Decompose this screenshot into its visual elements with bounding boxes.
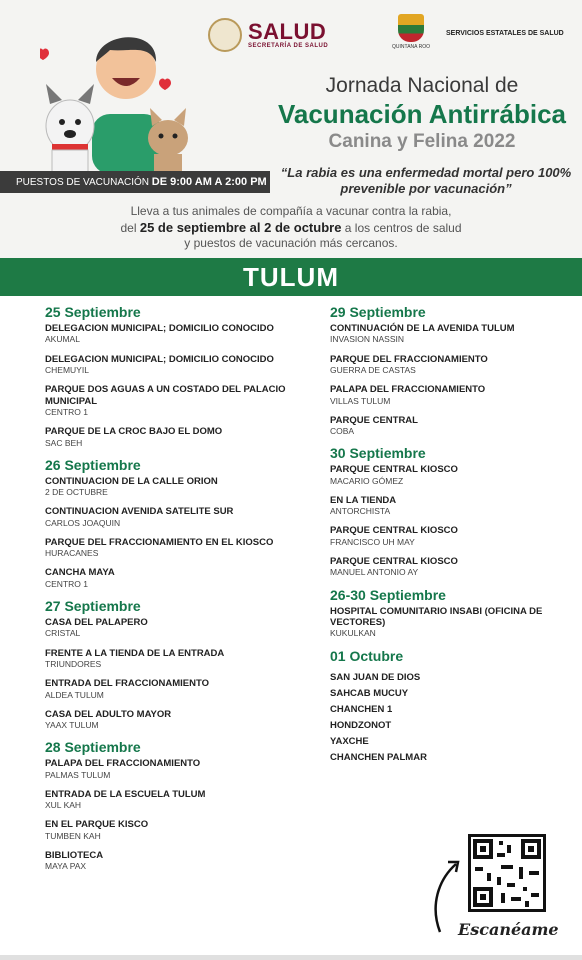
location-name: PARQUE DEL FRACCIONAMIENTO EN EL KIOSCO (45, 536, 274, 548)
location-entry (45, 506, 305, 528)
salud-name: SALUD (248, 19, 327, 44)
title-line-1: Jornada Nacional de (325, 74, 519, 97)
location-entry (45, 384, 305, 417)
location-entry (45, 426, 305, 448)
date-heading: 26 Septiembre (45, 456, 141, 473)
salud-logo (208, 18, 328, 52)
location-entry (330, 556, 570, 578)
intro-dates: 25 de septiembre al 2 de octubre (139, 219, 342, 235)
national-seal-icon (208, 18, 242, 52)
location-name: PALAPA DEL FRACCIONAMIENTO (330, 384, 486, 396)
location-entry (330, 415, 570, 437)
date-block (45, 457, 305, 589)
location-name: SAHCAB MUCUY (330, 687, 409, 699)
location-entry (45, 819, 305, 841)
location-place: COBA (330, 426, 355, 437)
location-place: PALMAS TULUM (45, 769, 111, 780)
location-entry (330, 606, 570, 639)
location-name: PARQUE CENTRAL KIOSCO (330, 556, 458, 568)
location-place: ALDEA TULUM (45, 689, 104, 700)
location-place: SAC BEH (45, 437, 83, 448)
date-block (330, 445, 570, 577)
location-entry (330, 495, 570, 517)
location-entry (330, 323, 570, 345)
qr-code-icon (471, 837, 543, 909)
location-name: PARQUE DEL FRACCIONAMIENTO (330, 353, 488, 365)
location-name: FRENTE A LA TIENDA DE LA ENTRADA (45, 647, 225, 659)
location-place: TRIUNDORES (45, 658, 102, 669)
location-entry (45, 850, 305, 872)
intro-line-3: y puestos de vacunación más cercanos. (184, 236, 398, 251)
intro-text (60, 204, 522, 252)
intro-pre: del (120, 220, 137, 235)
date-block (45, 598, 305, 730)
location-place: CENTRO 1 (45, 406, 88, 417)
location-place: 2 DE OCTUBRE (45, 487, 108, 498)
location-name: ENTRADA DEL FRACCIONAMIENTO (45, 678, 209, 690)
location-place: YAAX TULUM (45, 720, 99, 731)
location-name: EN LA TIENDA (330, 494, 397, 506)
location-place: KUKULKAN (330, 628, 376, 639)
title-block (262, 74, 582, 153)
location-place: MAYA PAX (45, 861, 87, 872)
location-entry (45, 678, 305, 700)
location-entry (45, 323, 305, 345)
location-name: CONTINUACION AVENIDA SATELITE SUR (45, 506, 234, 518)
location-name: PARQUE DE LA CROC BAJO EL DOMO (45, 426, 223, 438)
location-name: YAXCHE (330, 735, 369, 747)
header (0, 0, 582, 258)
location-name: CHANCHEN 1 (330, 703, 393, 715)
date-block (330, 587, 570, 639)
date-block (330, 304, 570, 436)
location-name: PALAPA DEL FRACCIONAMIENTO (45, 758, 201, 770)
location-place: AKUMAL (45, 334, 80, 345)
date-heading: 28 Septiembre (45, 739, 141, 756)
city-banner: TULUM (0, 258, 582, 296)
state-shield-icon (398, 14, 424, 42)
location-place: MANUEL ANTONIO AY (330, 567, 419, 578)
location-entry (45, 567, 305, 589)
person-with-pets-illustration (40, 14, 200, 174)
date-heading: 01 Octubre (330, 647, 404, 664)
location-name: BIBLIOTECA (45, 850, 104, 862)
location-name: ENTRADA DE LA ESCUELA TULUM (45, 788, 206, 800)
location-place: GUERRA DE CASTAS (330, 364, 416, 375)
date-block-octubre (330, 648, 570, 763)
location-name: PARQUE CENTRAL KIOSCO (330, 464, 458, 476)
location-entry (330, 384, 570, 406)
intro-post: a los centros de salud (344, 220, 462, 235)
location-name: DELEGACION MUNICIPAL; DOMICILIO CONOCIDO (45, 353, 274, 365)
date-heading: 29 Septiembre (330, 304, 426, 320)
hours-bar (0, 171, 270, 193)
location-entry (45, 617, 305, 639)
location-place: FRANCISCO UH MAY (330, 536, 415, 547)
location-name: CONTINUACIÓN DE LA AVENIDA TULUM (330, 323, 515, 334)
hours-label: PUESTOS DE VACUNACIÓN (16, 177, 149, 188)
location-entry (330, 464, 570, 486)
state-logo-text: QUINTANA ROO (392, 44, 430, 50)
quintana-roo-logo (388, 14, 434, 50)
date-block (45, 304, 305, 448)
location-place: CRISTAL (45, 628, 81, 639)
location-entry (330, 525, 570, 547)
location-name: CASA DEL PALAPERO (45, 617, 148, 629)
date-heading: 26-30 Septiembre (330, 586, 446, 603)
location-place: ANTORCHISTA (330, 506, 391, 517)
location-place: CHEMUYIL (45, 364, 89, 375)
location-name: SAN JUAN DE DIOS (330, 671, 421, 683)
location-name: CONTINUACION DE LA CALLE ORION (45, 475, 218, 487)
location-place: MACARIO GÓMEZ (330, 475, 404, 486)
title-line-2: Vacunación Antirrábica (277, 99, 567, 129)
location-entry (45, 758, 305, 780)
salud-subtitle: SECRETARÍA DE SALUD (248, 43, 329, 49)
location-place: INVASION NASSIN (330, 334, 404, 345)
location-entry (45, 789, 305, 811)
date-heading: 25 Septiembre (45, 304, 141, 320)
location-place: CARLOS JOAQUIN (45, 517, 121, 528)
location-entry (45, 537, 305, 559)
hours-value: DE 9:00 AM A 2:00 PM (151, 176, 267, 188)
location-entry (45, 709, 305, 731)
location-entry (45, 476, 305, 498)
location-name: DELEGACION MUNICIPAL; DOMICILIO CONOCIDO (45, 323, 274, 334)
footer-strip (0, 955, 582, 960)
location-place: VILLAS TULUM (330, 395, 391, 406)
location-name: PARQUE DOS AGUAS A UN COSTADO DEL PALACIO MUNICIPAL (45, 384, 286, 407)
intro-line-2 (60, 220, 522, 237)
location-place: HURACANES (45, 548, 99, 559)
scan-me-label: Escanéame (458, 920, 559, 939)
title-line-3: Canina y Felina 2022 (328, 131, 516, 152)
location-name: CASA DEL ADULTO MAYOR (45, 708, 172, 720)
location-name: PARQUE CENTRAL (330, 414, 418, 426)
date-heading: 30 Septiembre (330, 445, 426, 462)
location-name: HOSPITAL COMUNITARIO INSABI (OFICINA DE VECTORES) (330, 605, 543, 629)
location-entry (45, 648, 305, 670)
rabies-quote: “La rabia es una enfermedad mortal pero 100% prevenible por vacunación” (280, 165, 572, 196)
location-place: TUMBEN KAH (45, 830, 101, 841)
location-name: HONDZONOT (330, 719, 392, 731)
schedule-right-column (330, 304, 570, 768)
location-place: CENTRO 1 (45, 578, 88, 589)
schedule-left-column (45, 304, 305, 881)
location-entry (45, 354, 305, 376)
date-heading: 27 Septiembre (45, 598, 141, 615)
location-name: PARQUE CENTRAL KIOSCO (330, 525, 458, 537)
date-block (45, 739, 305, 871)
location-name: EN EL PARQUE KISCO (45, 819, 149, 831)
state-services-text: SERVICIOS ESTATALES DE SALUD (446, 30, 564, 37)
location-name: CANCHA MAYA (45, 567, 115, 579)
qr-code[interactable] (468, 834, 546, 912)
location-entry (330, 354, 570, 376)
location-name: CHANCHEN PALMAR (330, 751, 427, 763)
intro-line-1: Lleva a tus animales de compañía a vacunar contra la rabia, (130, 204, 452, 218)
location-place: XUL KAH (45, 800, 82, 811)
